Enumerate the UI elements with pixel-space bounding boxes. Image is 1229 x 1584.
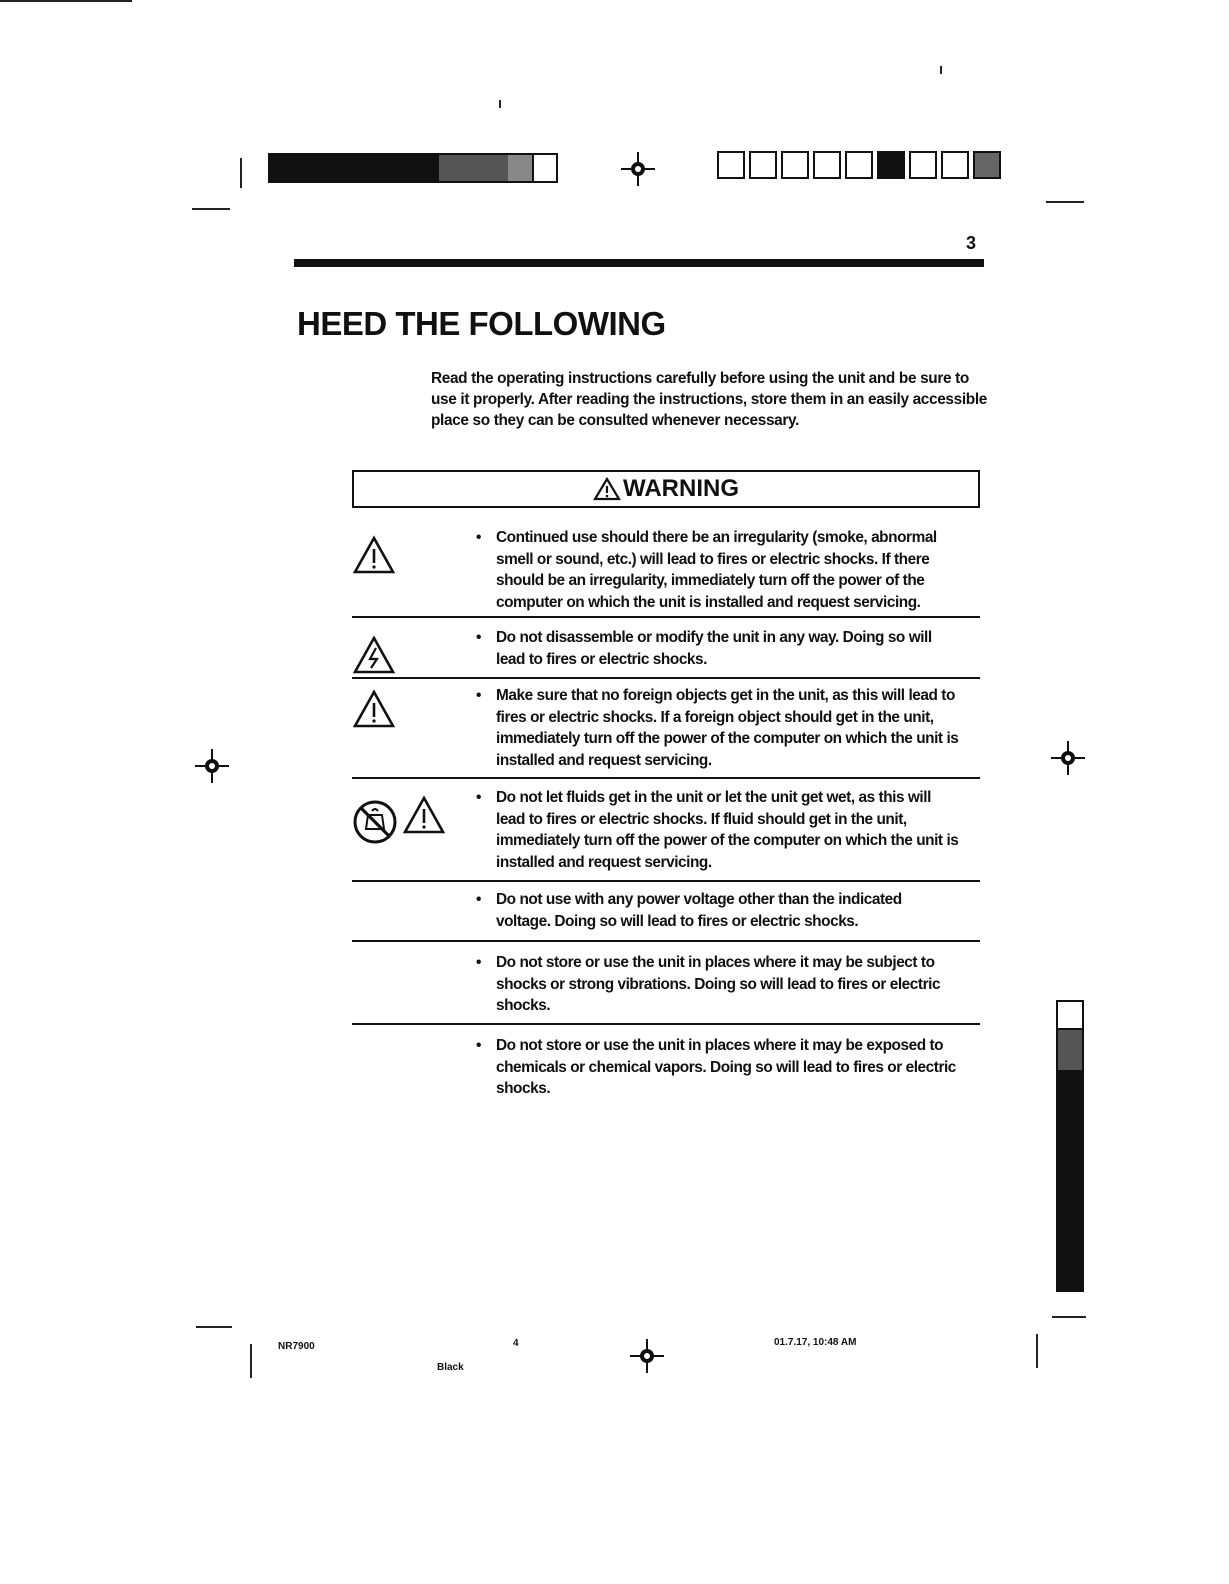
warning-text: • Do not use with any power voltage other than the indicated voltage. Doing so will lead to fires or electric shocks. <box>476 889 960 932</box>
print-mark <box>196 1326 232 1328</box>
row-divider <box>352 616 980 618</box>
header-rule <box>294 259 984 267</box>
row-divider <box>352 677 980 679</box>
registration-mark-icon <box>195 749 229 783</box>
caution-icon <box>352 689 396 729</box>
footer-model: NR7900 <box>278 1341 315 1352</box>
print-mark <box>250 1344 252 1378</box>
footer-timestamp: 01.7.17, 10:48 AM <box>774 1337 857 1348</box>
registration-mark-icon <box>621 152 655 186</box>
warning-heading <box>352 470 980 508</box>
registration-mark-icon <box>630 1339 664 1373</box>
caution-icon <box>402 795 446 835</box>
footer-page: 4 <box>513 1338 519 1349</box>
warning-text: • Do not disassemble or modify the unit in any way. Doing so will lead to fires or electric shocks. <box>476 627 960 670</box>
intro-paragraph: Read the operating instructions carefully before using the unit and be sure to use it properly. After reading the instructions, store them in an easily accessible place so they can be consulted whenever necessary. <box>431 370 987 429</box>
print-mark <box>192 208 230 210</box>
color-bar <box>717 151 1017 183</box>
warning-text: • Do not let fluids get in the unit or let the unit get wet, as this will lead to fires or electric shocks. If fluid should get in the unit, immediately turn off the power of the computer on which the unit is installed and request servicing. <box>476 787 960 873</box>
warning-triangle-icon <box>593 477 621 501</box>
print-mark <box>240 158 242 188</box>
print-mark <box>1052 1316 1086 1318</box>
print-mark <box>499 100 501 108</box>
no-liquids-icon <box>352 799 398 845</box>
warning-text: • Make sure that no foreign objects get in the unit, as this will lead to fires or electric shocks. If a foreign object should get in the unit, immediately turn off the power of the computer on which the unit is installed and request servicing. <box>476 685 960 771</box>
footer-plate: Black <box>437 1362 464 1373</box>
row-divider <box>352 1023 980 1025</box>
page-number: 3 <box>966 233 977 253</box>
print-mark <box>1046 201 1084 203</box>
caution-icon <box>352 535 396 575</box>
warning-label: WARNING <box>623 475 739 502</box>
row-divider <box>352 777 980 779</box>
row-divider <box>352 880 980 882</box>
warning-text: • Do not store or use the unit in places where it may be exposed to chemicals or chemical vapors. Doing so will lead to fires or electric shocks. <box>476 1035 960 1100</box>
warning-text: • Do not store or use the unit in places where it may be subject to shocks or strong vibrations. Doing so will lead to fires or electric shocks. <box>476 952 960 1017</box>
print-mark <box>1036 1334 1038 1368</box>
section-tab <box>1056 1000 1084 1292</box>
page-title: HEED THE FOLLOWING <box>297 305 666 342</box>
print-mark <box>940 66 942 74</box>
row-divider <box>352 940 980 942</box>
color-bar <box>268 153 558 183</box>
registration-mark-icon <box>1051 741 1085 775</box>
electric-shock-icon <box>352 635 396 675</box>
warning-text: • Continued use should there be an irregularity (smoke, abnormal smell or sound, etc.) will lead to fires or electric shocks. If there should be an irregularity, immediately turn off the power of the computer on which the unit is installed and request servicing. <box>476 527 960 613</box>
print-mark <box>0 0 132 2</box>
